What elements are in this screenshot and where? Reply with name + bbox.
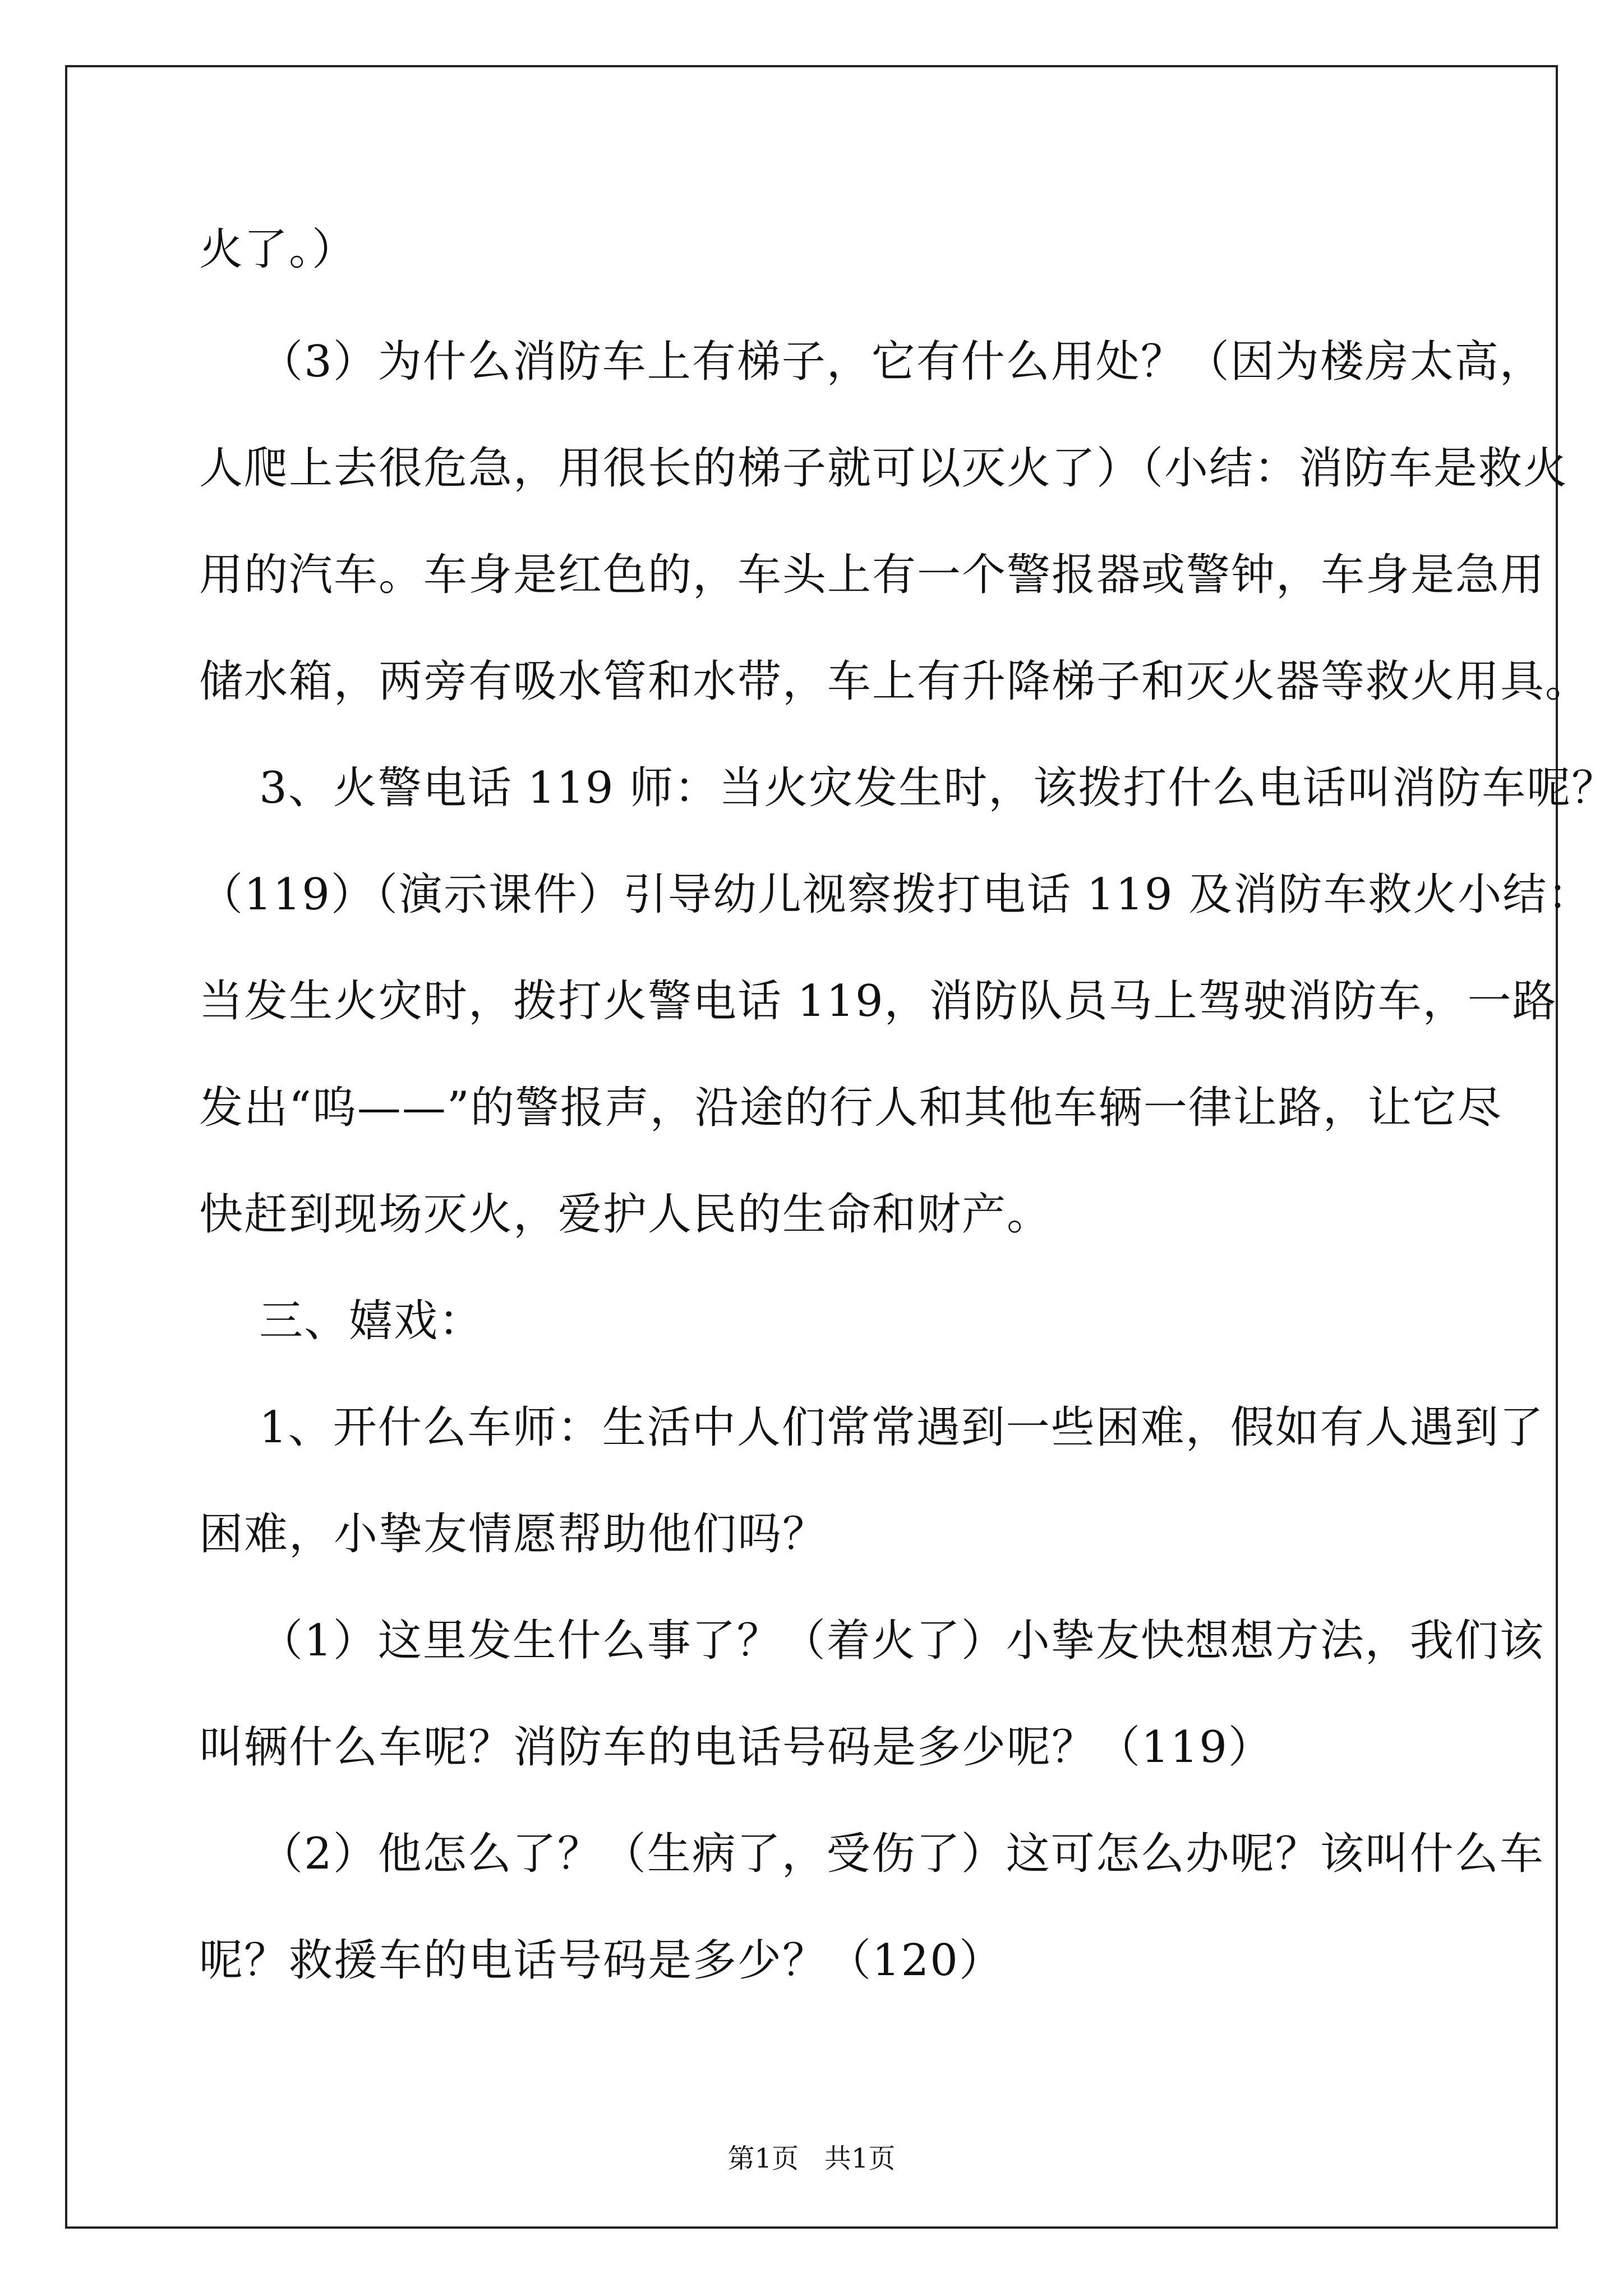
- text-line: （2）他怎么了？（生病了，受伤了）这可怎么办呢？该叫什么车: [199, 1829, 1544, 1879]
- text-line: 3、火警电话 119 师：当火灾发生时，该拨打什么电话叫消防车呢？: [199, 763, 1617, 813]
- text-line: 呢？救援车的电话号码是多少？（120）: [199, 1935, 1004, 1986]
- text-line: （119）（演示课件）引导幼儿视察拨打电话 119 及消防车救火小结：: [199, 869, 1593, 920]
- text-line: 人爬上去很危急，用很长的梯子就可以灭火了）（小结：消防车是救火: [199, 443, 1569, 494]
- text-line: 储水箱，两旁有吸水管和水带，车上有升降梯子和灭火器等救火用具。: [199, 656, 1590, 707]
- text-line: 发出“呜——”的警报声，沿途的行人和其他车辆一律让路，让它尽: [199, 1083, 1502, 1133]
- page-number-footer: 第1页 共1页: [727, 2143, 896, 2174]
- text-line: 快赶到现场灭火，爱护人民的生命和财产。: [199, 1189, 1052, 1240]
- section-heading: 三、嬉戏：: [199, 1296, 484, 1346]
- text-line: 当发生火灾时，拨打火警电话 119，消防队员马上驾驶消防车，一路: [199, 976, 1557, 1027]
- text-line: 困难，小挚友情愿帮助他们吗？: [199, 1509, 828, 1559]
- text-line: 火了。）: [199, 224, 357, 275]
- text-line: 叫辆什么车呢？消防车的电话号码是多少呢？（119）: [199, 1722, 1273, 1773]
- text-line: （3）为什么消防车上有梯子，它有什么用处？（因为楼房太高，: [199, 337, 1544, 387]
- text-line: 用的汽车。车身是红色的，车头上有一个警报器或警钟，车身是急用: [199, 550, 1546, 600]
- text-line: 1、开什么车师：生活中人们常常遇到一些困难，假如有人遇到了: [199, 1402, 1544, 1453]
- text-line: （1）这里发生什么事了？（着火了）小挚友快想想方法，我们该: [199, 1616, 1544, 1666]
